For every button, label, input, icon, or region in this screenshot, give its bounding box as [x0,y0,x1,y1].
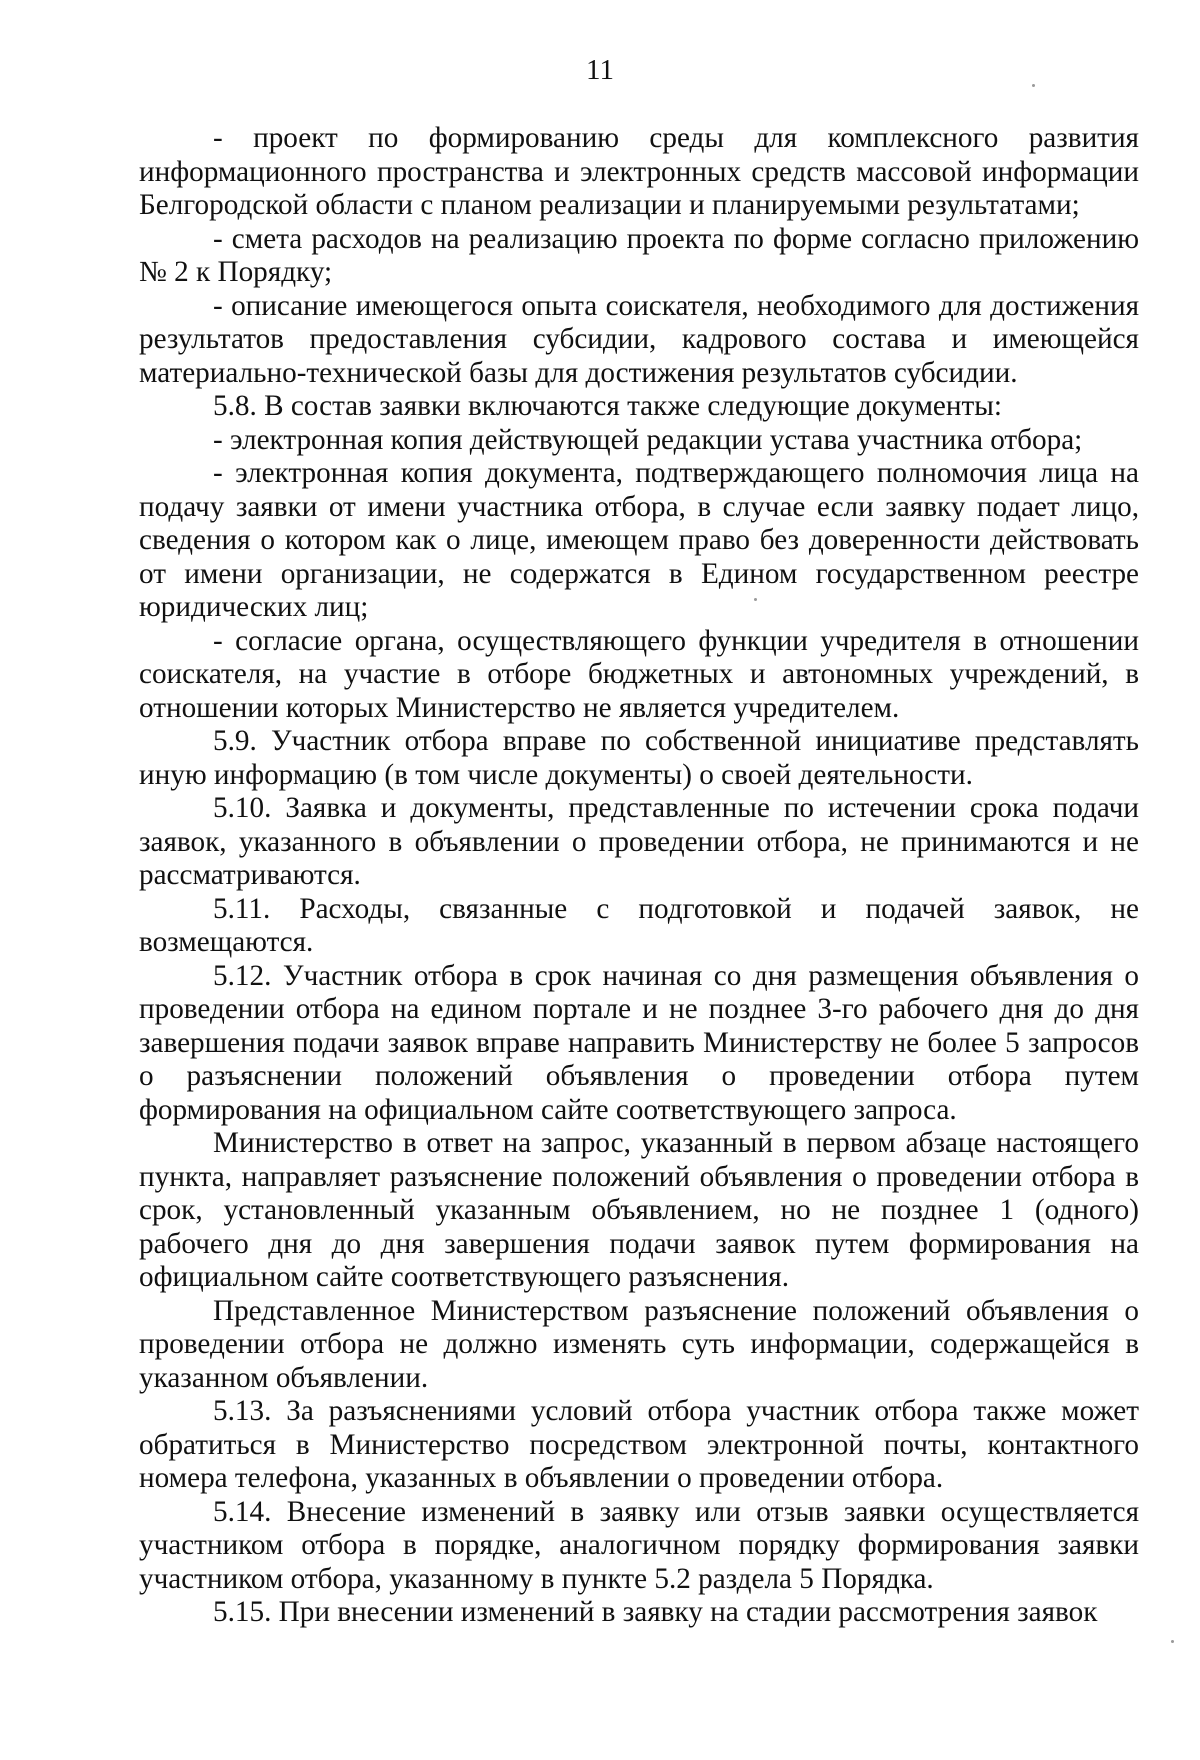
paragraph: 5.15. При внесении изменений в заявку на стадии рассмотрения заявок [213,1596,1098,1628]
paragraph: 5.11. Расходы, связанные с подготовкой и подачей заявок, не возмещаются. [139,892,1139,958]
document-body [139,122,1139,1630]
paragraph: - проект по формированию среды для комплексного развития информационного пространства и электронных средств массовой информации Белгородской области с планом реализации и планируемыми результатами; [139,122,1139,221]
paragraph: - электронная копия документа, подтверждающего полномочия лица на подачу заявки от имени участника отбора, в случае если заявку подает лицо, сведения о котором как о лице, имеющем право без доверенности действовать от имени организации, не содержатся в Едином государственном реестре юридических лиц; [139,457,1139,623]
page-number: 11 [586,54,614,86]
paragraph: Представленное Министерством разъяснение положений объявления о проведении отбора не должно изменять суть информации, содержащейся в указанном объявлении. [139,1294,1139,1394]
paragraph: - описание имеющегося опыта соискателя, необходимого для достижения результатов предоставления субсидии, кадрового состава и имеющейся материально-технической базы для достижения результатов субсидии. [139,289,1139,389]
scan-dust-mark [1032,84,1035,87]
paragraph: - электронная копия действующей редакции устава участника отбора; [213,423,1083,456]
paragraph: 5.13. За разъяснениями условий отбора участник отбора также может обратиться в Министерство посредством электронной почты, контактного номера телефона, указанных в объявлении о проведении отбора. [139,1395,1139,1494]
paragraph: 5.8. В состав заявки включаются также следующие документы: [213,390,1002,422]
paragraph: 5.12. Участник отбора в срок начиная со дня размещения объявления о проведении отбора на едином портале и не позднее 3-го рабочего дня до дня завершения подачи заявок вправе направить Министерству не более 5 запросов о разъяснении положений объявления о проведении отбора путем формирования на официальном сайте соответствующего запроса. [139,959,1139,1126]
scan-dust-mark [754,598,757,601]
paragraph: - согласие органа, осуществляющего функции учредителя в отношении соискателя, на участие в отборе бюджетных и автономных учреждений, в отношении которых Министерство не является учредителем. [139,624,1139,724]
paragraph: 5.14. Внесение изменений в заявку или отзыв заявки осуществляется участником отбора в порядке, аналогичном порядку формирования заявки участником отбора, указанному в пункте 5.2 раздела 5 Порядка. [139,1495,1139,1595]
scan-dust-mark [1171,1640,1174,1643]
paragraph: 5.10. Заявка и документы, представленные по истечении срока подачи заявок, указанного в объявлении о проведении отбора, не принимаются и не рассматриваются. [139,792,1139,891]
paragraph: - смета расходов на реализацию проекта по форме согласно приложению № 2 к Порядку; [139,222,1139,288]
paragraph: 5.9. Участник отбора вправе по собственной инициативе представлять иную информацию (в том числе документы) о своей деятельности. [139,725,1139,791]
paragraph: Министерство в ответ на запрос, указанный в первом абзаце настоящего пункта, направляет разъяснение положений объявления о проведении отбора в срок, установленный указанным объявлением, но не позднее 1 (одного) рабочего дня до дня завершения подачи заявок путем формирования на официальном сайте соответствующего разъяснения. [139,1127,1139,1293]
